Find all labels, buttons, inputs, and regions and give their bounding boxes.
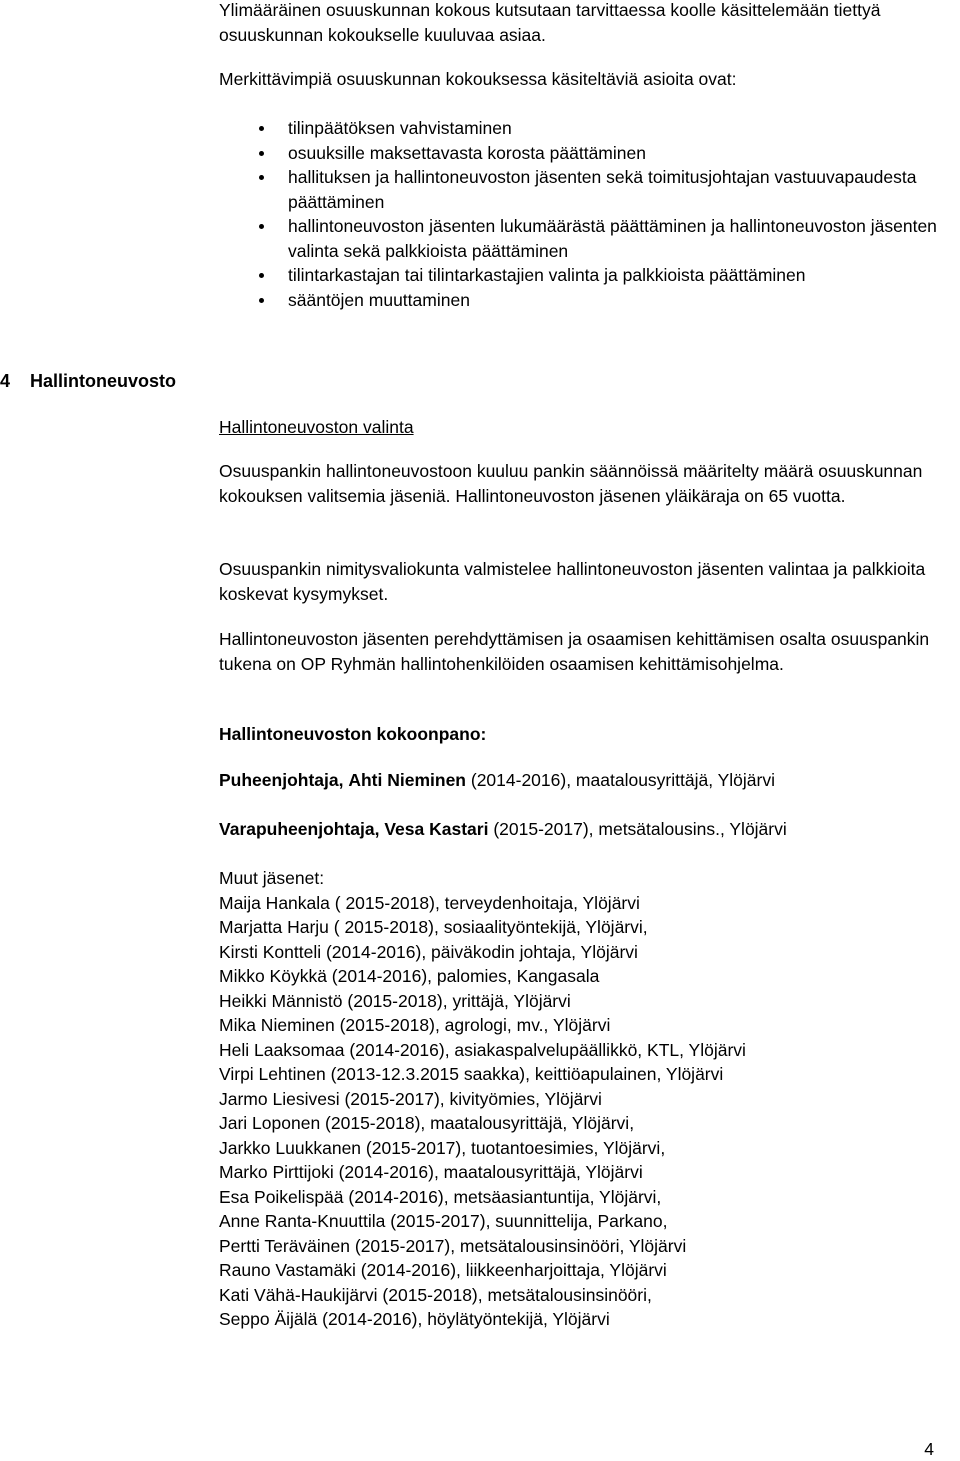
list-item: Virpi Lehtinen (2013-12.3.2015 saakka), keittiöapulainen, Ylöjärvi	[219, 1064, 724, 1084]
composition-heading: Hallintoneuvoston kokoonpano:	[219, 724, 487, 744]
list-item: Mikko Köykkä (2014-2016), palomies, Kangasala	[219, 966, 600, 986]
intro-paragraph: Ylimääräinen osuuskunnan kokous kutsutaan tarvittaessa koolle käsittelemään tiettyä osuuskunnan kokoukselle kuuluvaa asiaa.	[219, 0, 881, 45]
vice-chair-name: Vesa Kastari	[384, 819, 489, 839]
list-item: tilinpäätöksen vahvistaminen	[219, 116, 939, 141]
members-block	[219, 866, 939, 1332]
chair-role: Puheenjohtaja,	[219, 770, 344, 790]
bullet-icon	[259, 273, 264, 278]
bullet-icon	[259, 298, 264, 303]
list-item: Mika Nieminen (2015-2018), agrologi, mv., Ylöjärvi	[219, 1015, 611, 1035]
list-item: osuuksille maksettavasta korosta päättäminen	[219, 141, 939, 166]
page-number: 4	[924, 1438, 934, 1459]
list-item: Marjatta Harju ( 2015-2018), sosiaalityöntekijä, Ylöjärvi,	[219, 917, 648, 937]
list-item: Heli Laaksomaa (2014-2016), asiakaspalvelupäällikkö, KTL, Ylöjärvi	[219, 1039, 746, 1060]
list-item: hallintoneuvoston jäsenten lukumäärästä päättäminen ja hallintoneuvoston jäsenten valinta sekä palkkioista päättäminen	[219, 214, 939, 263]
bullet-icon	[259, 151, 264, 156]
vice-chair-entry	[219, 817, 939, 842]
bullet-icon	[259, 175, 264, 180]
list-item: hallituksen ja hallintoneuvoston jäsenten sekä toimitusjohtajan vastuuvapaudesta päättäminen	[219, 165, 939, 214]
section-heading	[0, 369, 176, 394]
meeting-topics-list	[219, 116, 939, 312]
intro-list-lead: Merkittävimpiä osuuskunnan kokouksessa käsiteltäviä asioita ovat:	[219, 69, 737, 89]
list-item: Maija Hankala ( 2015-2018), terveydenhoitaja, Ylöjärvi	[219, 892, 640, 913]
paragraph-development: Hallintoneuvoston jäsenten perehdyttämisen ja osaamisen kehittämisen osalta osuuspankin tukena on OP Ryhmän hallintohenkilöiden osaamisen kehittämisohjelma.	[219, 629, 930, 674]
list-item: Seppo Äijälä (2014-2016), höylätyöntekijä, Ylöjärvi	[219, 1309, 610, 1329]
list-item: Jarkko Luukkanen (2015-2017), tuotantoesimies, Ylöjärvi,	[219, 1137, 666, 1158]
subheading-election: Hallintoneuvoston valinta	[219, 417, 414, 437]
list-item: Kirsti Kontteli (2014-2016), päiväkodin johtaja, Ylöjärvi	[219, 941, 638, 962]
bullet-icon	[259, 126, 264, 131]
paragraph-composition: Osuuspankin hallintoneuvostoon kuuluu pankin säännöissä määritelty määrä osuuskunnan kokouksen valitsemia jäseniä. Hallintoneuvoston jäsenen yläikäraja on 65 vuotta.	[219, 461, 923, 506]
members-heading: Muut jäsenet:	[219, 868, 325, 888]
list-item: sääntöjen muuttaminen	[219, 288, 939, 313]
list-item: Pertti Teräväinen (2015-2017), metsätalousinsinööri, Ylöjärvi	[219, 1235, 687, 1256]
list-item: tilintarkastajan tai tilintarkastajien valinta ja palkkioista päättäminen	[219, 263, 939, 288]
list-item: Jari Loponen (2015-2018), maatalousyrittäjä, Ylöjärvi,	[219, 1113, 635, 1133]
list-item: Kati Vähä-Haukijärvi (2015-2018), metsätalousinsinööri,	[219, 1284, 652, 1305]
vice-chair-details: (2015-2017), metsätalousins., Ylöjärvi	[488, 819, 787, 839]
vice-chair-role: Varapuheenjohtaja,	[219, 819, 380, 839]
list-item: Jarmo Liesivesi (2015-2017), kivityömies, Ylöjärvi	[219, 1088, 602, 1109]
chair-entry	[219, 768, 939, 793]
section-title: Hallintoneuvosto	[30, 371, 177, 391]
chair-details: (2014-2016), maatalousyrittäjä, Ylöjärvi	[466, 770, 776, 790]
list-item: Rauno Vastamäki (2014-2016), liikkeenharjoittaja, Ylöjärvi	[219, 1260, 667, 1280]
list-item: Marko Pirttijoki (2014-2016), maatalousyrittäjä, Ylöjärvi	[219, 1162, 643, 1182]
chair-name: Ahti Nieminen	[348, 770, 466, 790]
list-item: Esa Poikelispää (2014-2016), metsäasiantuntija, Ylöjärvi,	[219, 1186, 662, 1207]
paragraph-nomination: Osuuspankin nimitysvaliokunta valmistelee hallintoneuvoston jäsenten valintaa ja palkkioita koskevat kysymykset.	[219, 559, 926, 604]
list-item: Anne Ranta-Knuuttila (2015-2017), suunnittelija, Parkano,	[219, 1211, 668, 1231]
list-item: Heikki Männistö (2015-2018), yrittäjä, Ylöjärvi	[219, 990, 571, 1011]
section-number: 4	[0, 371, 11, 391]
bullet-icon	[259, 224, 264, 229]
